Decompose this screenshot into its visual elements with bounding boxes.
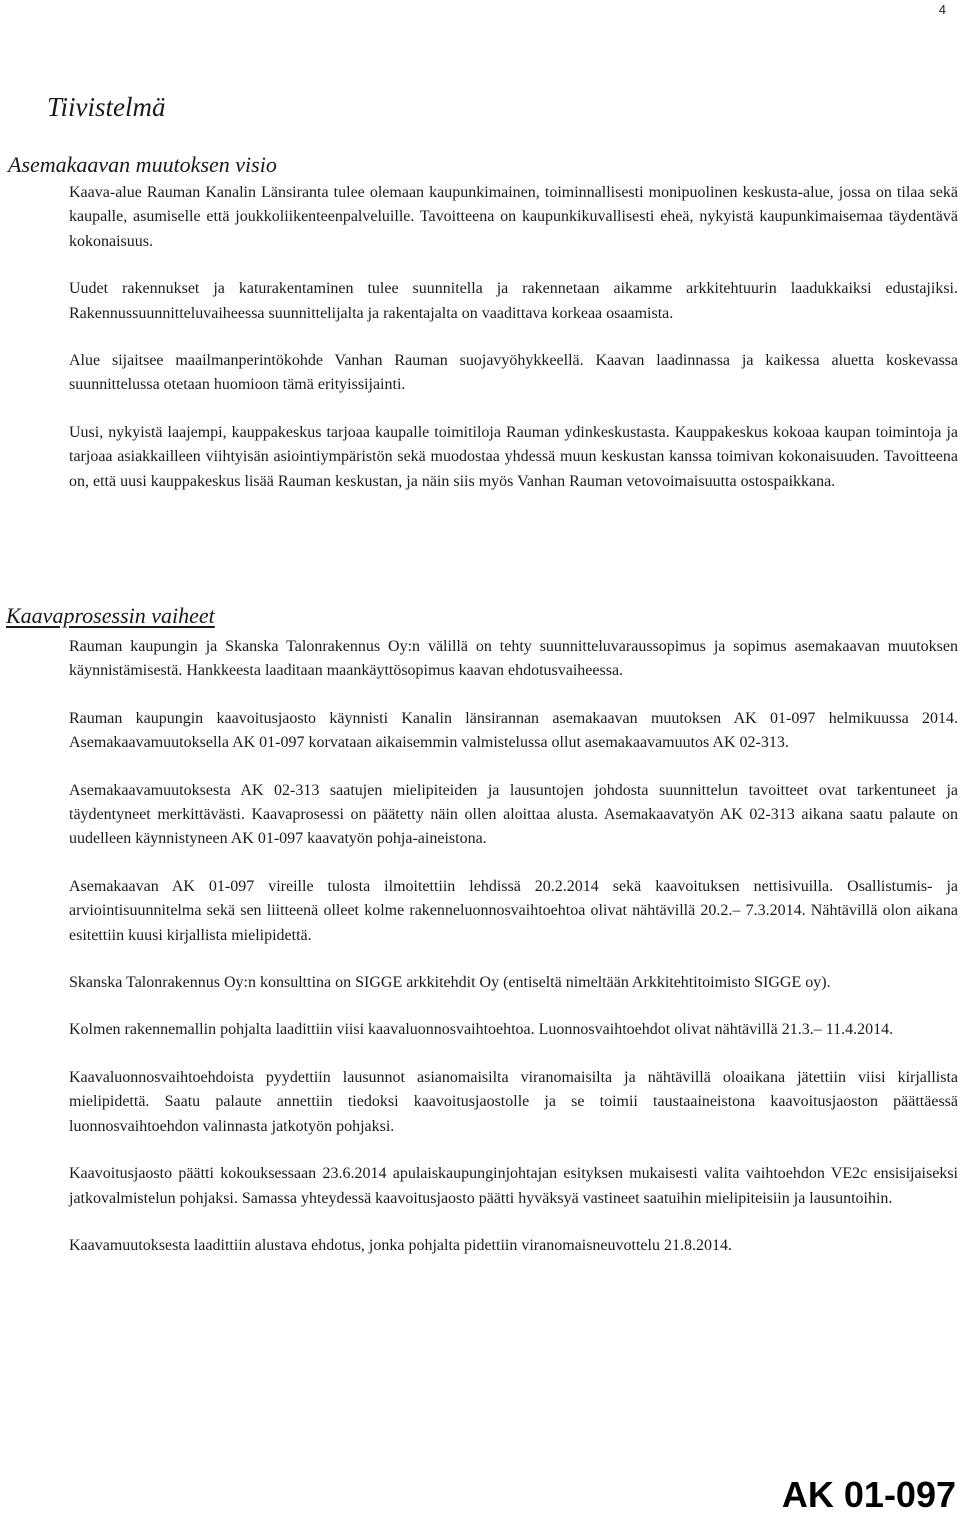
paragraph: Rauman kaupungin kaavoitusjaosto käynnisti Kanalin länsirannan asemakaavan muutoksen AK 01-097 helmikuussa 2014. Asemakaavamuutoksella AK 01-097 korvataan aikaisemmin valmistelussa ollut asemakaavamuutos AK 02-313. [69,709,958,752]
page-number: 4 [938,2,946,17]
paragraph: Kaavamuutoksesta laadittiin alustava ehdotus, jonka pohjalta pidettiin viranomaisneuvottelu 21.8.2014. [69,1236,732,1254]
document-code: AK 01-097 [781,1474,956,1515]
paragraph: Kolmen rakennemallin pohjalta laadittiin viisi kaavaluonnosvaihtoehtoa. Luonnosvaihtoehdot olivat nähtävillä 21.3.– 11.4.2014. [69,1021,894,1039]
section-heading-vision: Asemakaavan muutoksen visio [8,152,277,177]
paragraph: Kaavoitusjaosto päätti kokouksessaan 23.6.2014 apulaiskaupunginjohtajan esityksen mukaisesti valita vaihtoehdon VE2c ensisijaiseksi jatkovalmistelun pohjaksi. Samassa yhteydessä kaavoitusjaosto päätti hyväksyä vastineet saatuihin mielipiteisiin ja lausuntoihin. [69,1165,958,1207]
paragraph: Kaavaluonnosvaihtoehdoista pyydettiin lausunnot asianomaisilta viranomaisilta ja nähtävillä oloaikana jätettiin viisi kirjallista mielipidettä. Saatu palaute annettiin tiedoksi kaavoitusjaostolle ja se toimii taustaaineistona kaavoitusjaoston päättäessä luonnosvaihtoehdon valinnasta jatkotyön pohjaksi. [69,1068,958,1135]
paragraph: Kaava-alue Rauman Kanalin Länsiranta tulee olemaan kaupunkimainen, toiminnallisesti monipuolinen keskusta-alue, jossa on tilaa sekä kaupalle, asumiselle että joukkoliikenteenpalveluille. Tavoitteena on kaupunkikuvallisesti eheä, nykyistä kaupunkimaisemaa täydentävä kokonaisuus. [69,184,958,250]
section-body-process [69,635,958,1281]
paragraph: Asemakaavan AK 01-097 vireille tulosta ilmoitettiin lehdissä 20.2.2014 sekä kaavoituksen nettisivuilla. Osallistumis- ja arviointisuunnitelma sekä sen liitteenä olleet kolme rakenneluonnosvaihtoehtoa olivat nähtävillä 20.2.– 7.3.2014. Nähtävillä olon aikana esitettiin kuusi kirjallista mielipidettä. [69,877,958,944]
section-body-vision [69,181,958,517]
document-title: Tiivistelmä [47,92,166,122]
paragraph: Rauman kaupungin ja Skanska Talonrakennus Oy:n välillä on tehty suunnitteluvaraussopimus ja sopimus asemakaavan muutoksen käynnistämisestä. Hankkeesta laaditaan maankäyttösopimus kaavan ehdotusvaiheessa. [69,638,958,680]
paragraph: Alue sijaitsee maailmanperintökohde Vanhan Rauman suojavyöhykkeellä. Kaavan laadinnassa ja kaikessa aluetta koskevassa suunnittelussa otetaan huomioon tämä erityissijainti. [69,352,958,394]
paragraph: Skanska Talonrakennus Oy:n konsulttina on SIGGE arkkitehdit Oy (entiseltä nimeltään Arkkitehtitoimisto SIGGE oy). [69,974,831,992]
paragraph: Uudet rakennukset ja katurakentaminen tulee suunnitella ja rakennetaan aikamme arkkitehtuurin laadukkaiksi edustajiksi. Rakennussuunnitteluvaiheessa suunnittelijalta ja rakentajalta on vaadittava korkeaa osaamista. [69,280,958,322]
paragraph: Asemakaavamuutoksesta AK 02-313 saatujen mielipiteiden ja lausuntojen johdosta suunnittelun tavoitteet ovat tarkentuneet ja täydentyneet merkittävästi. Kaavaprosessi on päätetty näin ollen aloittaa alusta. Asemakaavatyön AK 02-313 aikana saatu palaute on uudelleen käynnistyneen AK 01-097 kaavatyön pohja-aineistona. [69,781,958,848]
paragraph: Uusi, nykyistä laajempi, kauppakeskus tarjoaa kaupalle toimitiloja Rauman ydinkeskustasta. Kauppakeskus kokoaa kaupan toimintoja ja tarjoaa asiakkailleen viihtyisän asiointiympäristön sekä muodostaa yhdessä muun keskustan kanssa toimivan kokonaisuuden. Tavoitteena on, että uusi kauppakeskus lisää Rauman keskustan, ja näin siis myös Vanhan Rauman vetovoimaisuutta ostospaikkana. [69,423,958,490]
section-heading-process: Kaavaprosessin vaiheet [6,603,215,628]
